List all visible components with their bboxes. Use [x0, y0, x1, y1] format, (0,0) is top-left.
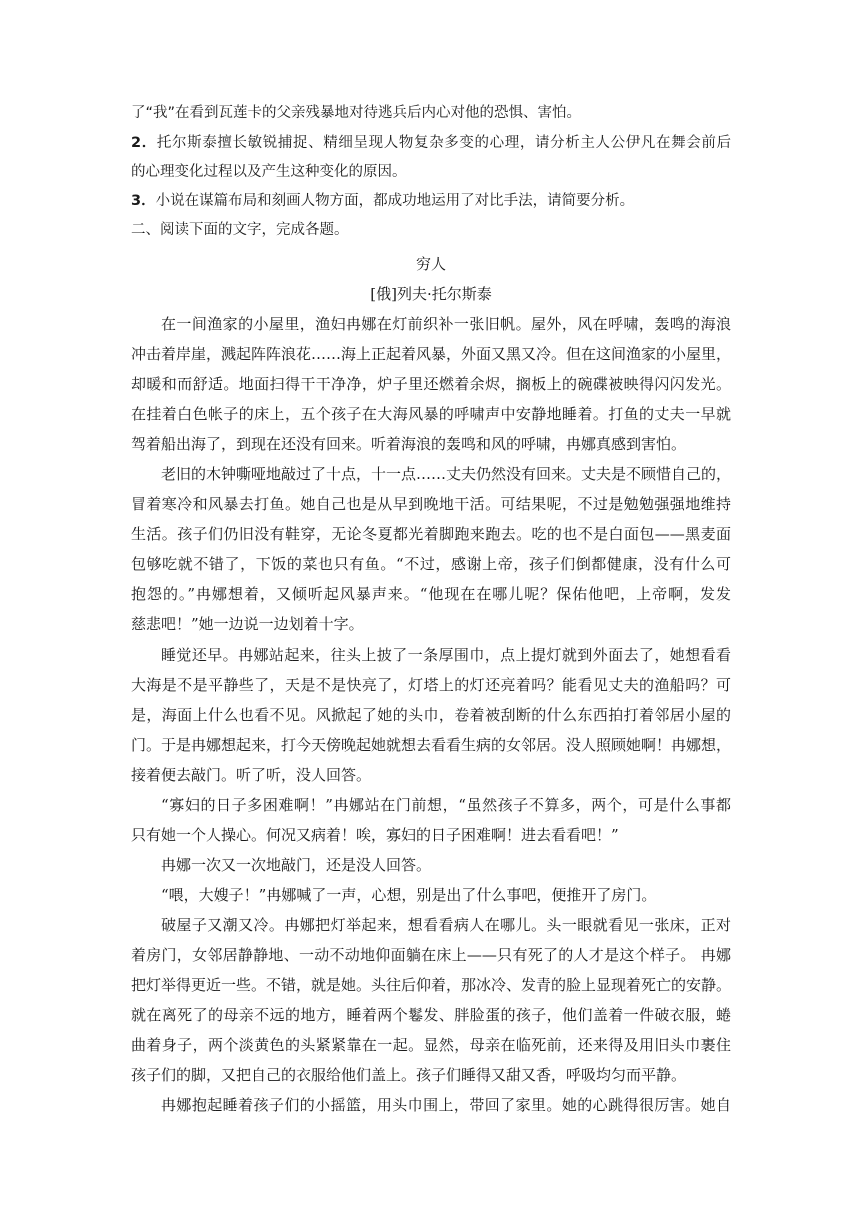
section-heading: 二、阅读下面的文字，完成各题。 [131, 222, 349, 238]
question-3-text: 小说在谋篇布局和刻画人物方面，都成功地运用了对比手法，请简要分析。 [155, 193, 635, 209]
article-line: 冲击着岸崖，溅起阵阵浪花……海上正起着风暴，外面又黑又冷。但在这间渔家的小屋里， [131, 345, 732, 363]
article-line: 却暖和而舒适。地面扫得干干净净，炉子里还燃着余烬，搁板上的碗碟被映得闪闪发光。 [131, 375, 731, 393]
article-line: 门。于是冉娜想起来，打今天傍晚起她就想去看看生病的女邻居。没人照顾她啊！冉娜想， [131, 736, 732, 754]
article-line: 只有她一个人操心。何况又病着！唉，寡妇的日子困难啊！进去看看吧！” [131, 826, 619, 844]
article-line: 慈悲吧！”她一边说一边划着十字。 [131, 615, 364, 633]
article-line: 包够吃就不错了，下饭的菜也只有鱼。“不过，感谢上帝，孩子们倒都健康，没有什么可 [131, 555, 731, 573]
question-3 [131, 191, 731, 211]
question-2-text: 托尔斯泰擅长敏锐捕捉、精细呈现人物复杂多变的心理，请分析主人公伊凡在舞会前后 [156, 135, 731, 151]
question-2-line-2: 的心理变化过程以及产生这种变化的原因。 [131, 164, 407, 180]
article-line: 驾着船出海了，到现在还没有回来。听着海浪的轰鸣和风的呼啸，冉娜真感到害怕。 [131, 435, 687, 453]
article-line: 抱怨的。”冉娜想着，又倾听起风暴声来。“他现在在哪儿呢？保佑他吧，上帝啊，发发 [131, 585, 731, 603]
article-line: 接着便去敲门。听了听，没人回答。 [131, 766, 372, 784]
article-line: 在一间渔家的小屋里，渔妇冉娜在灯前织补一张旧帆。屋外，风在呼啸，轰鸣的海浪 [161, 315, 731, 333]
article-line: 冒着寒冷和风暴去打鱼。她自己也是从早到晚地干活。可结果呢，不过是勉勉强强地维持 [131, 495, 731, 513]
article-line: 就在离死了的母亲不远的地方，睡着两个鬈发、胖脸蛋的孩子，他们盖着一件破衣服，蜷 [131, 1006, 731, 1024]
article-line: 破屋子又潮又冷。冉娜把灯举起来，想看看病人在哪儿。头一眼就看见一张床，正对 [161, 916, 731, 934]
article-author: [俄]列夫·托尔斯泰 [370, 285, 492, 303]
article-line: 老旧的木钟嘶哑地敲过了十点，十一点……丈夫仍然没有回来。丈夫是不顾惜自己的， [161, 465, 732, 483]
article-line: “寡妇的日子多困难啊！”冉娜站在门前想，“虽然孩子不算多，两个，可是什么事都 [161, 796, 731, 814]
article-line: 是，海面上什么也看不见。风掀起了她的头巾，卷着被刮断的什么东西拍打着邻居小屋的 [131, 706, 731, 724]
article-line: 冉娜一次又一次地敲门，还是没人回答。 [161, 856, 432, 874]
article-line: 在挂着白色帐子的床上，五个孩子在大海风暴的呼啸声中安静地睡着。打鱼的丈夫一早就 [131, 405, 731, 423]
article-title: 穷人 [415, 255, 446, 273]
question-1-tail: 了“我”在看到瓦莲卡的父亲残暴地对待逃兵后内心对他的恐惧、害怕。 [131, 105, 582, 121]
article-line: 曲着身子，两个淡黄色的头紧紧靠在一起。显然，母亲在临死前，还来得及用旧头巾裹住 [131, 1036, 731, 1054]
article-line: 冉娜抱起睡着孩子们的小摇篮，用头巾围上，带回了家里。她的心跳得很厉害。她自 [161, 1096, 731, 1114]
question-2-line-1 [131, 133, 731, 153]
question-3-number: 3． [131, 193, 156, 209]
article-line: “喂，大嫂子！”冉娜喊了一声，心想，别是出了什么事吧，便推开了房门。 [161, 886, 657, 904]
question-2-number: 2． [131, 135, 157, 151]
article-line: 大海是不是平静些了，天是不是快亮了，灯塔上的灯还亮着吗？能看见丈夫的渔船吗？可 [131, 676, 731, 694]
article-line: 生活。孩子们仍旧没有鞋穿，无论冬夏都光着脚跑来跑去。吃的也不是白面包——黑麦面 [131, 525, 731, 543]
article-line: 把灯举得更近一些。不错，就是她。头往后仰着，那冰冷、发青的脸上显现着死亡的安静。 [131, 976, 732, 994]
article-line: 着房门，女邻居静静地、一动不动地仰面躺在床上——只有死了的人才是这个样子。 冉娜 [131, 946, 731, 964]
article-line: 睡觉还早。冉娜站起来，往头上披了一条厚围巾，点上提灯就到外面去了，她想看看 [161, 646, 731, 664]
article-line: 孩子们的脚，又把自己的衣服给他们盖上。孩子们睡得又甜又香，呼吸均匀而平静。 [131, 1066, 687, 1084]
